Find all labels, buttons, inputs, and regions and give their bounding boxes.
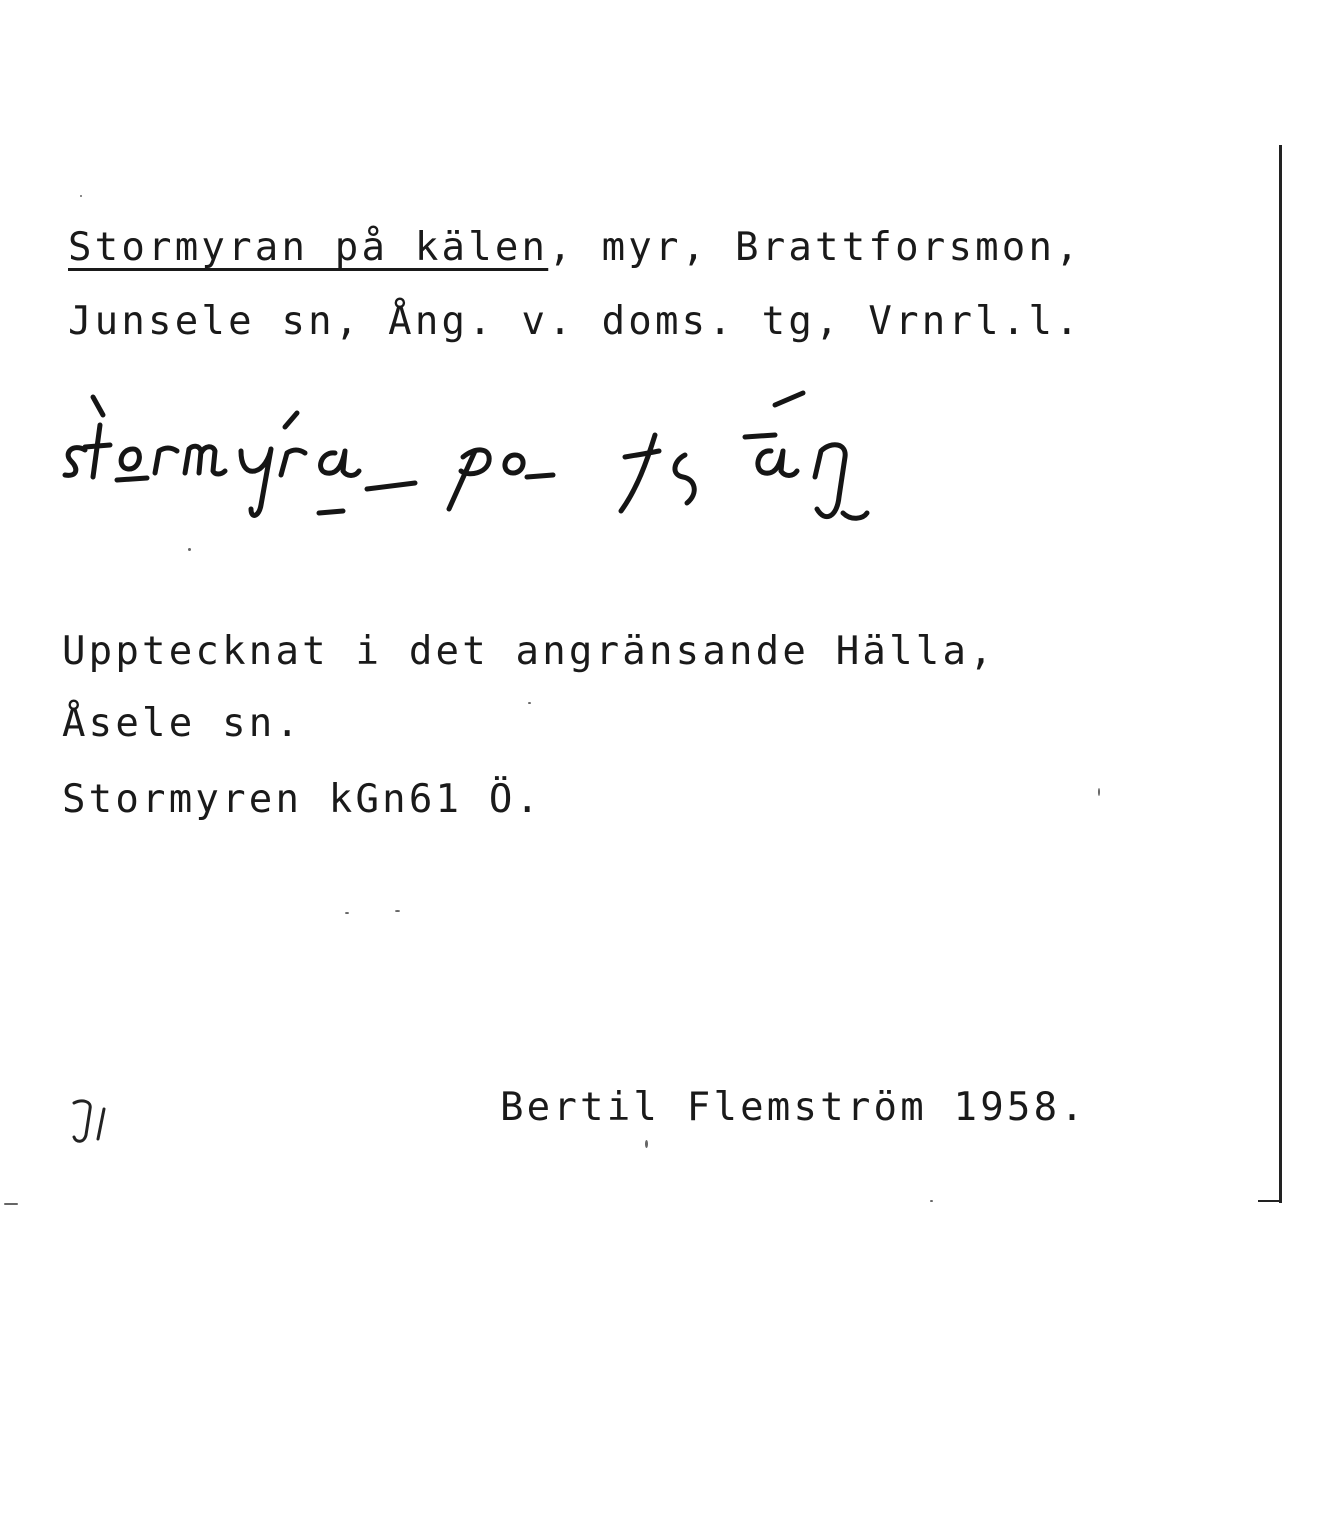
note-line-2: Åsele sn. [62, 701, 303, 746]
scan-speck [645, 1140, 648, 1148]
scan-speck [188, 548, 191, 551]
entry-line-2: Junsele sn, Ång. v. doms. tg, Vrnrl.l. [68, 299, 1082, 344]
scan-speck [930, 1200, 933, 1202]
scan-speck [4, 1203, 18, 1205]
scan-speck [1098, 788, 1100, 796]
scan-speck [528, 702, 531, 704]
note-line-3: Stormyren kGn61 Ö. [62, 777, 543, 822]
card-bottom-edge [1258, 1200, 1282, 1202]
card-right-edge [1279, 145, 1282, 1203]
signature: Bertil Flemström 1958. [500, 1085, 1087, 1130]
note-line-1: Upptecknat i det angränsande Hälla, [62, 629, 996, 674]
entry-line-1 [68, 225, 1082, 270]
scan-speck [345, 912, 349, 914]
entry-line-1-rest: , myr, Brattforsmon, [548, 225, 1082, 270]
handwritten-archive-mark [68, 1095, 128, 1155]
handwritten-pronunciation [55, 385, 975, 545]
headword: Stormyran på kälen [68, 225, 549, 270]
scan-speck [395, 910, 400, 912]
scan-speck [80, 195, 82, 197]
